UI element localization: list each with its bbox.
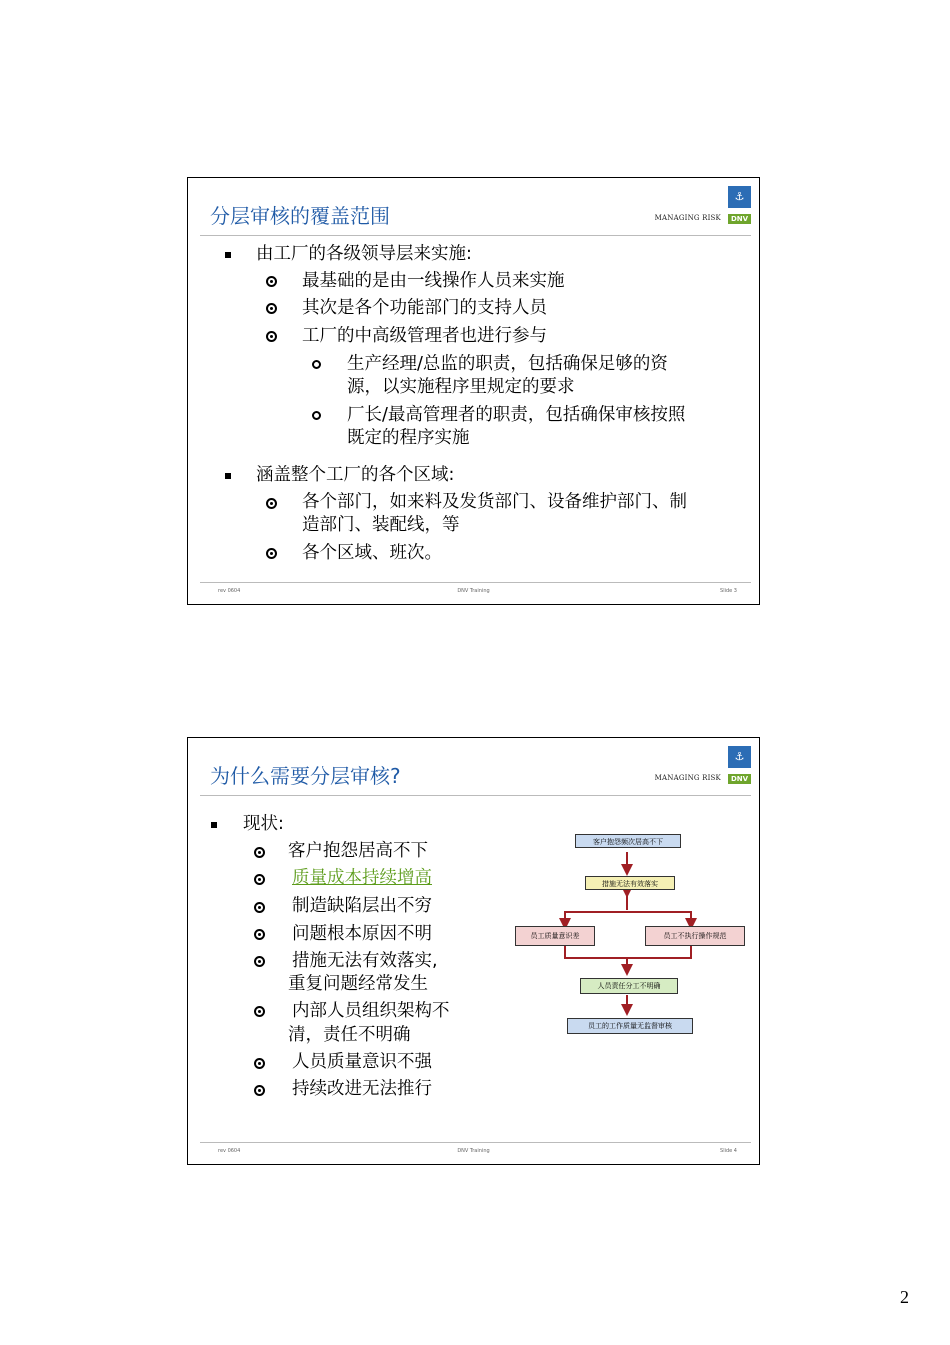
bullet-text: 生产经理/总监的职责，包括确保足够的资 [347,354,668,374]
logo-badge: DNV [728,774,751,784]
circle-bullet-icon [266,303,277,314]
slide-4 [187,737,760,1165]
circle-bullet-icon [254,874,265,885]
footer-divider [200,582,751,583]
slide-3 [187,177,760,605]
bullet-link[interactable]: 质量成本持续增高 [292,868,432,888]
circle-bullet-icon [266,548,277,559]
bullet-text: 现状: [243,814,284,834]
bullet-text: 由工厂的各级领导层来实施: [256,244,472,264]
bullet-text: 问题根本原因不明 [292,924,432,944]
title-divider [200,795,751,796]
bullet-text: 厂长/最高管理者的职责，包括确保审核按照 [347,405,686,425]
footer-title: DNV Training [457,588,490,594]
bullet-text: 客户抱怨居高不下 [288,841,428,861]
title-divider [200,235,751,236]
anchor-icon: ⚓ [728,186,751,208]
logo-text: MANAGING RISK [654,214,721,222]
bullet-text: 涵盖整个工厂的各个区域: [256,465,455,485]
flowchart-node: 人员责任分工不明确 [580,978,678,994]
bullet-text: 既定的程序实施 [347,428,470,448]
circle-bullet-icon [254,847,265,858]
ring-bullet-icon [312,411,321,420]
bullet-text: 措施无法有效落实, [292,951,438,971]
circle-bullet-icon [254,956,265,967]
slide-title: 为什么需要分层审核? [210,764,401,788]
logo-badge: DNV [728,214,751,224]
slide-title: 分层审核的覆盖范围 [210,204,390,228]
logo-text: MANAGING RISK [654,774,721,782]
circle-bullet-icon [254,929,265,940]
square-bullet-icon [225,252,231,258]
bullet-text: 清，责任不明确 [288,1025,411,1045]
circle-bullet-icon [266,276,277,287]
circle-bullet-icon [254,1085,265,1096]
ring-bullet-icon [312,360,321,369]
footer-slide-number: Slide 3 [720,588,737,594]
bullet-text: 各个区域、班次。 [302,543,442,563]
bullet-text: 其次是各个功能部门的支持人员 [302,298,547,318]
flowchart-node: 员工的工作质量无监督审核 [567,1018,693,1034]
square-bullet-icon [225,473,231,479]
flowchart-node: 客户抱怨频次居高不下 [575,834,681,848]
root-cause-flowchart [515,834,747,1044]
footer-title: DNV Training [457,1148,490,1154]
bullet-text: 持续改进无法推行 [292,1079,432,1099]
flowchart-node: 措施无法有效落实 [585,876,675,890]
bullet-text: 最基础的是由一线操作人员来实施 [302,271,565,291]
circle-bullet-icon [266,498,277,509]
footer-revision: rev 0604 [218,1148,241,1154]
bullet-text: 重复问题经常发生 [288,974,428,994]
page-number: 2 [900,1287,909,1307]
flowchart-node: 员工不执行操作规范 [645,926,745,946]
footer-revision: rev 0604 [218,588,241,594]
bullet-text: 人员质量意识不强 [292,1052,432,1072]
flowchart-node: 员工质量意识差 [515,926,595,946]
circle-bullet-icon [266,331,277,342]
bullet-text: 源，以实施程序里规定的要求 [347,377,575,397]
bullet-text: 工厂的中高级管理者也进行参与 [302,326,547,346]
circle-bullet-icon [254,1006,265,1017]
bullet-text: 各个部门，如来料及发货部门、设备维护部门、制 [302,492,687,512]
square-bullet-icon [211,822,217,828]
circle-bullet-icon [254,902,265,913]
anchor-icon: ⚓ [728,746,751,768]
dnv-logo [641,186,751,228]
bullet-text: 制造缺陷层出不穷 [292,896,432,916]
footer-slide-number: Slide 4 [720,1148,737,1154]
dnv-logo [641,746,751,788]
bullet-text: 内部人员组织架构不 [292,1001,450,1021]
circle-bullet-icon [254,1058,265,1069]
bullet-text: 造部门、装配线，等 [302,515,460,535]
footer-divider [200,1142,751,1143]
